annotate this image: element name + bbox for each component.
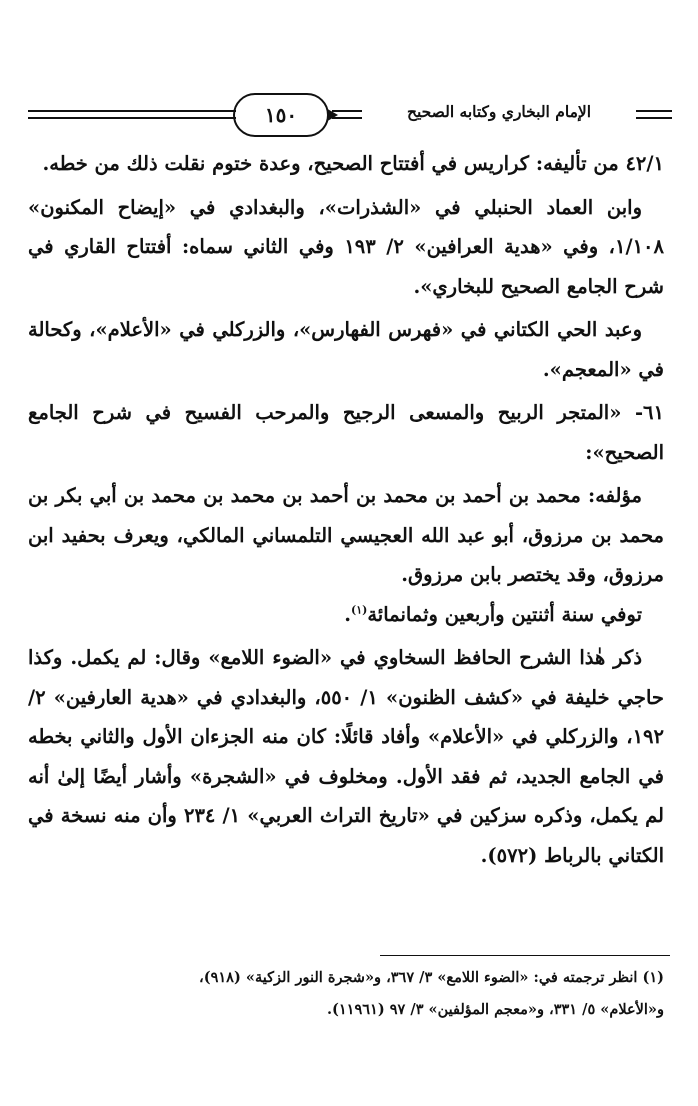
running-header [28, 93, 672, 141]
paragraph-continuation: ٤٢/١ من تأليفه: كراريس في أفتتاح الصحيح، وعدة ختوم نقلت ذلك من خطه. [42, 152, 664, 175]
footnote-mark: (١) [350, 603, 368, 616]
entry-heading-61: ٦١- «المتجر الربيح والمسعى الرجيح والمرحب الفسيح في شرح الجامع الصحيح»: [28, 401, 664, 464]
paragraph-kattani: وعبد الحي الكتاني في «فهرس الفهارس»، والزركلي في «الأعلام»، وكحالة في «المعجم». [28, 318, 664, 381]
paragraph-ibn-imad: وابن العماد الحنبلي في «الشذرات»، والبغدادي في «إيضاح المكنون» ١/١٠٨، وفي «هدية العرافين» ٢/ ١٩٣ وفي الثاني سماه: أفتتاح القاري في شرح الجامع الصحيح للبخاري». [28, 195, 664, 298]
paragraph-sources: ذكر هٰذا الشرح الحافظ السخاوي في «الضوء اللامع» وقال: لم يكمل. وكذا حاجي خليفة في «كشف الظنون» ١/ ٥٥٠، والبغدادي في «هدية العارفين» ٢/ ١٩٢، والزركلي في «الأعلام» وأفاد قائلًا: كان منه الجزءان الأول والثاني بخطه في الجامع الجديد، ثم فقد الأول. ومخلوف في «الشجرة» وأشار أيضًا إلىٰ أنه لم يكمل، وذكره سزكين في «تاريخ التراث العربي» ١/ ٢٣٤ وأن منه نسخة في الكتاني بالرباط (٥٧٢). [28, 646, 664, 867]
header-rule-left [28, 110, 236, 119]
footnotes [28, 962, 664, 1026]
page-number: ١٥٠ [233, 93, 329, 137]
header-rule-right [636, 110, 672, 119]
footnote-rule [380, 955, 670, 956]
paragraph-author: مؤلفه: محمد بن أحمد بن محمد بن أحمد بن محمد بن محمد بن أبي بكر بن محمد بن مرزوق، أبو عبد الله العجيسي التلمساني المالكي، ويعرف بحفيد ابن مرزوق، وقد يختصر بابن مرزوق. [28, 484, 664, 586]
main-text [28, 144, 664, 875]
header-title: الإمام البخاري وكتابه الصحيح [406, 102, 592, 121]
paragraph-death [28, 595, 664, 635]
death-end: . [344, 602, 351, 626]
death-text: توفي سنة أثنتين وأربعين وثمانمائة [367, 602, 642, 626]
footnote-line-2: و«الأعلام» ٥/ ٣٣١، و«معجم المؤلفين» ٣/ ٩٧ (١١٩٦١). [326, 1001, 664, 1018]
footnote-line-1: (١) انظر ترجمته في: «الضوء اللامع» ٣/ ٣٦٧، و«شجرة النور الزكية» (٩١٨)، [199, 969, 664, 986]
